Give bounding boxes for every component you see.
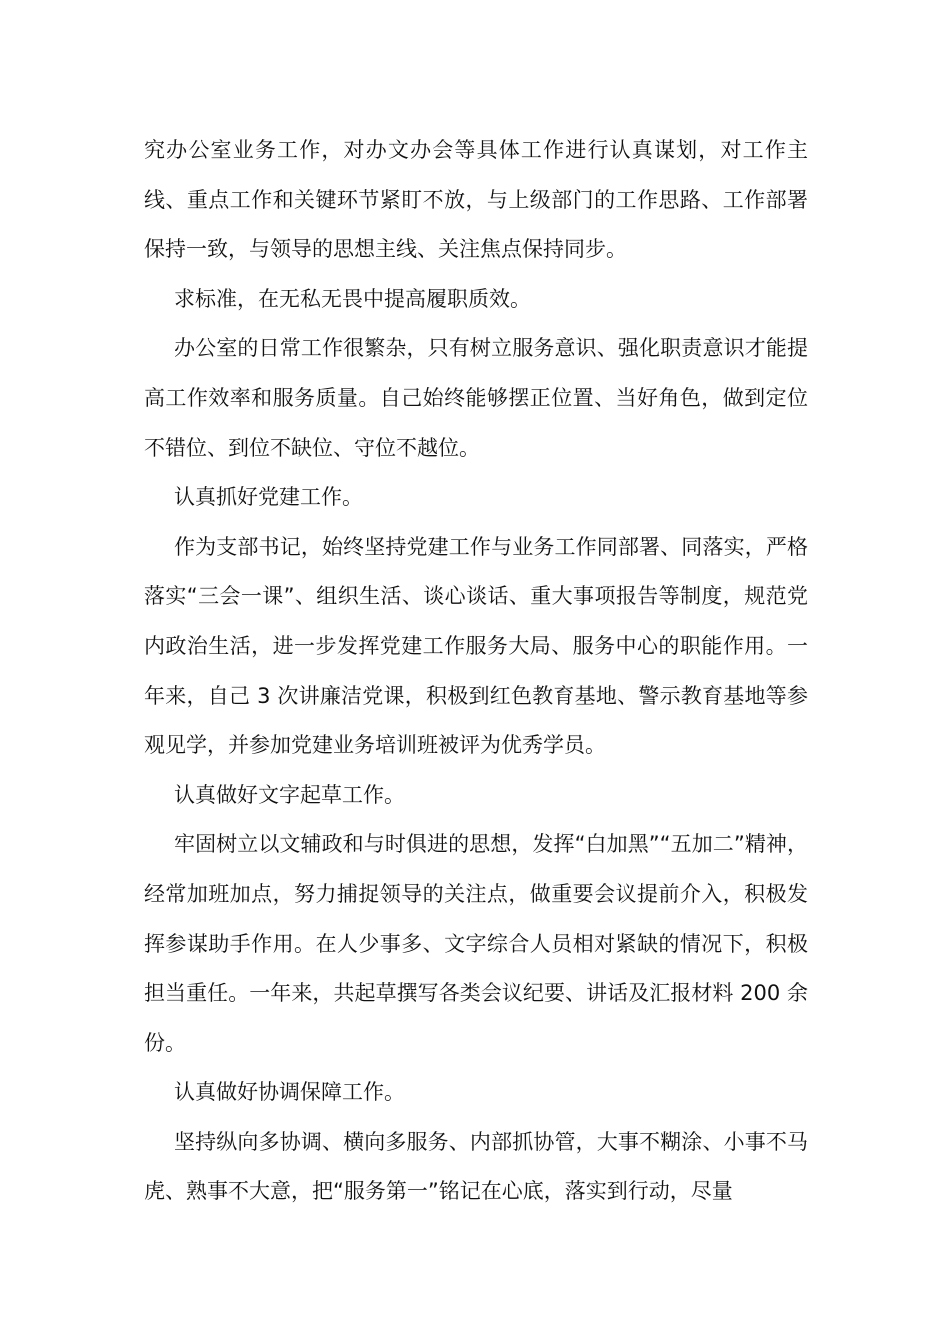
paragraph-7: 牢固树立以文辅政和与时俱进的思想，发挥“白加黑”“五加二”精神，经常加班加点，努力捕捉领导的关注点，做重要会议提前介入，积极发挥参谋助手作用。在人少事多、文字综合人员相对紧缺的情况下，积极担当重任。一年来，共起草撰写各类会议纪要、讲话及汇报材料 200 余份。	[144, 832, 808, 1055]
paragraph-4-heading: 认真抓好党建工作。	[174, 485, 363, 510]
paragraph-9: 坚持纵向多协调、横向多服务、内部抓协管，大事不糊涂、小事不马虎、熟事不大意，把“服务第一”铭记在心底，落实到行动，尽量	[144, 1129, 808, 1204]
paragraph-6-heading: 认真做好文字起草工作。	[174, 782, 405, 807]
paragraph-5: 作为支部书记，始终坚持党建工作与业务工作同部署、同落实，严格落实“三会一课”、组织生活、谈心谈话、重大事项报告等制度，规范党内政治生活，进一步发挥党建工作服务大局、服务中心的职能作用。一年来，自己 3 次讲廉洁党课，积极到红色教育基地、警示教育基地等参观见学，并参加党建业务培训班被评为优秀学员。	[144, 534, 808, 758]
paragraph-1: 究办公室业务工作，对办文办会等具体工作进行认真谋划，对工作主线、重点工作和关键环节紧盯不放，与上级部门的工作思路、工作部署保持一致，与领导的思想主线、关注焦点保持同步。	[144, 138, 808, 262]
paragraph-8-heading: 认真做好协调保障工作。	[174, 1080, 405, 1105]
document-body	[144, 126, 808, 1217]
paragraph-3: 办公室的日常工作很繁杂，只有树立服务意识、强化职责意识才能提高工作效率和服务质量。自己始终能够摆正位置、当好角色，做到定位不错位、到位不缺位、守位不越位。	[144, 336, 808, 460]
paragraph-2: 求标准，在无私无畏中提高履职质效。	[174, 286, 531, 311]
